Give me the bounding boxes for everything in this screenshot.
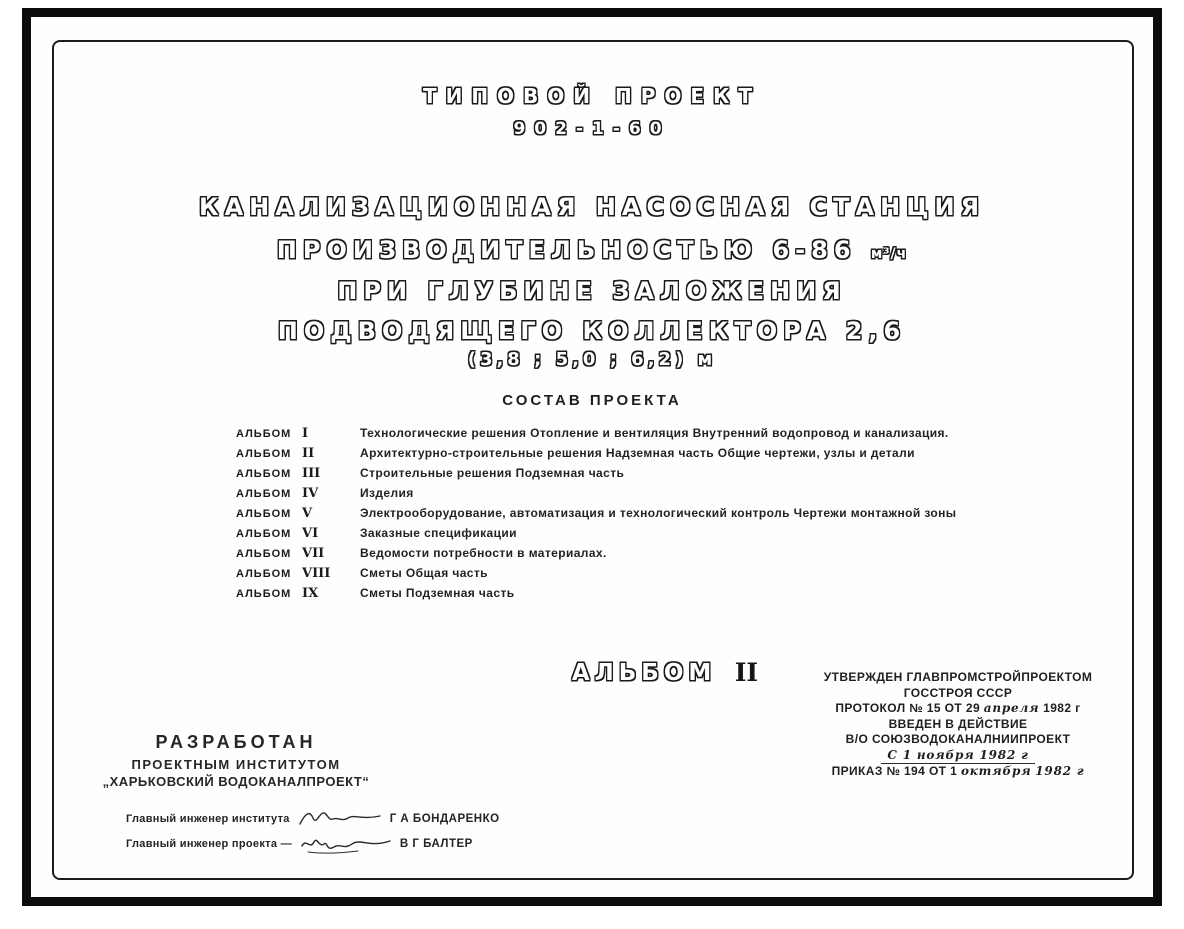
album-description: Электрооборудование, автоматизация и технологический контроль Чертежи монтажной зоны bbox=[360, 506, 957, 520]
album-numeral: VI bbox=[302, 526, 319, 541]
list-item bbox=[236, 566, 956, 586]
list-item bbox=[236, 446, 956, 466]
approval-order-year-handwritten: 1982 г bbox=[1035, 763, 1085, 778]
album-word: АЛЬБОМ bbox=[236, 488, 292, 500]
album-description: Технологические решения Отопление и вентиляция Внутренний водопровод и канализация. bbox=[360, 426, 949, 440]
title-line-2 bbox=[60, 236, 1124, 264]
album-numeral: IV bbox=[302, 486, 319, 501]
developer-institute-name: „ХАРЬКОВСКИЙ ВОДОКАНАЛПРОЕКТ“ bbox=[102, 774, 370, 789]
album-numeral: I bbox=[302, 426, 309, 441]
current-album-word: АЛЬБОМ bbox=[571, 660, 717, 686]
album-description: Сметы Подземная часть bbox=[360, 586, 515, 600]
approval-order-month-handwritten: октября bbox=[960, 763, 1032, 778]
album-numeral: IX bbox=[302, 586, 319, 601]
signature-row bbox=[126, 832, 500, 856]
album-word: АЛЬБОМ bbox=[236, 508, 292, 520]
signature-name: В Г БАЛТЕР bbox=[399, 838, 473, 850]
doc-number: 902-1-60 bbox=[513, 119, 671, 139]
list-item bbox=[236, 426, 956, 446]
title-line-2-text: ПРОИЗВОДИТЕЛЬНОСТЬЮ 6-86 bbox=[276, 236, 857, 264]
album-word: АЛЬБОМ bbox=[236, 588, 292, 600]
signature-block bbox=[126, 808, 500, 856]
album-description: Архитектурно-строительные решения Надземная часть Общие чертежи, узлы и детали bbox=[360, 446, 915, 460]
approval-protocol: ПРОТОКОЛ № 15 ОТ 29 bbox=[835, 701, 981, 716]
approval-line: УТВЕРЖДЕН ГЛАВПРОМСТРОЙПРОЕКТОМ bbox=[823, 670, 1093, 684]
composition-heading: СОСТАВ ПРОЕКТА bbox=[502, 392, 682, 409]
album-numeral: VII bbox=[302, 546, 325, 561]
album-word: АЛЬБОМ bbox=[236, 448, 292, 460]
list-item bbox=[236, 486, 956, 506]
title-line-3: ПРИ ГЛУБИНЕ ЗАЛОЖЕНИЯ bbox=[337, 277, 847, 305]
album-numeral: V bbox=[302, 506, 313, 521]
signature-name: Г А БОНДАРЕНКО bbox=[389, 813, 500, 825]
title-line-4: ПОДВОДЯЩЕГО КОЛЛЕКТОРА 2,6 bbox=[277, 317, 907, 345]
album-word: АЛЬБОМ bbox=[236, 548, 292, 560]
approval-line bbox=[812, 764, 1104, 780]
signature-role: Главный инженер проекта — bbox=[126, 838, 292, 850]
title-line-2-unit: м³/ч bbox=[870, 246, 908, 262]
approval-order: ПРИКАЗ № 194 ОТ 1 bbox=[831, 763, 958, 778]
developer-title: РАЗРАБОТАН bbox=[155, 732, 317, 752]
album-word: АЛЬБОМ bbox=[236, 568, 292, 580]
album-description: Заказные спецификации bbox=[360, 526, 517, 540]
album-description: Изделия bbox=[360, 486, 414, 500]
doc-type-heading: ТИПОВОЙ ПРОЕКТ bbox=[422, 84, 762, 108]
approval-line: ГОССТРОЯ СССР bbox=[903, 685, 1013, 700]
approval-year: 1982 г bbox=[1043, 701, 1081, 716]
current-album-numeral: II bbox=[734, 658, 759, 687]
list-item bbox=[236, 506, 956, 526]
developer-block bbox=[86, 732, 386, 789]
signature-icon bbox=[296, 808, 384, 830]
title-line-5: (3,8 ; 5,0 ; 6,2) м bbox=[467, 349, 717, 370]
approval-line: ВВЕДЕН В ДЕЙСТВИЕ bbox=[888, 716, 1028, 731]
signature-role: Главный инженер института bbox=[126, 813, 290, 825]
approval-line bbox=[812, 748, 1104, 764]
album-word: АЛЬБОМ bbox=[236, 428, 292, 440]
album-numeral: VIII bbox=[302, 566, 331, 581]
album-list bbox=[236, 426, 956, 606]
approval-effective-date-handwritten: С 1 ноября 1982 г bbox=[881, 748, 1034, 764]
approval-month-handwritten: апреля bbox=[983, 701, 1040, 716]
list-item bbox=[236, 586, 956, 606]
list-item bbox=[236, 526, 956, 546]
approval-line bbox=[812, 701, 1104, 717]
album-word: АЛЬБОМ bbox=[236, 468, 292, 480]
approval-block bbox=[812, 670, 1104, 779]
album-description: Строительные решения Подземная часть bbox=[360, 466, 625, 480]
list-item bbox=[236, 546, 956, 566]
signature-row bbox=[126, 808, 500, 830]
album-description: Сметы Общая часть bbox=[360, 566, 488, 580]
album-numeral: II bbox=[302, 446, 315, 461]
title-line-1: КАНАЛИЗАЦИОННАЯ НАСОСНАЯ СТАНЦИЯ bbox=[198, 193, 986, 221]
approval-line: В/О СОЮЗВОДОКАНАЛНИИПРОЕКТ bbox=[845, 732, 1071, 747]
developer-institute-line: ПРОЕКТНЫМ ИНСТИТУТОМ bbox=[131, 757, 341, 772]
list-item bbox=[236, 466, 956, 486]
album-word: АЛЬБОМ bbox=[236, 528, 292, 540]
signature-icon bbox=[298, 832, 394, 856]
album-description: Ведомости потребности в материалах. bbox=[360, 546, 607, 560]
album-numeral: III bbox=[302, 466, 321, 481]
